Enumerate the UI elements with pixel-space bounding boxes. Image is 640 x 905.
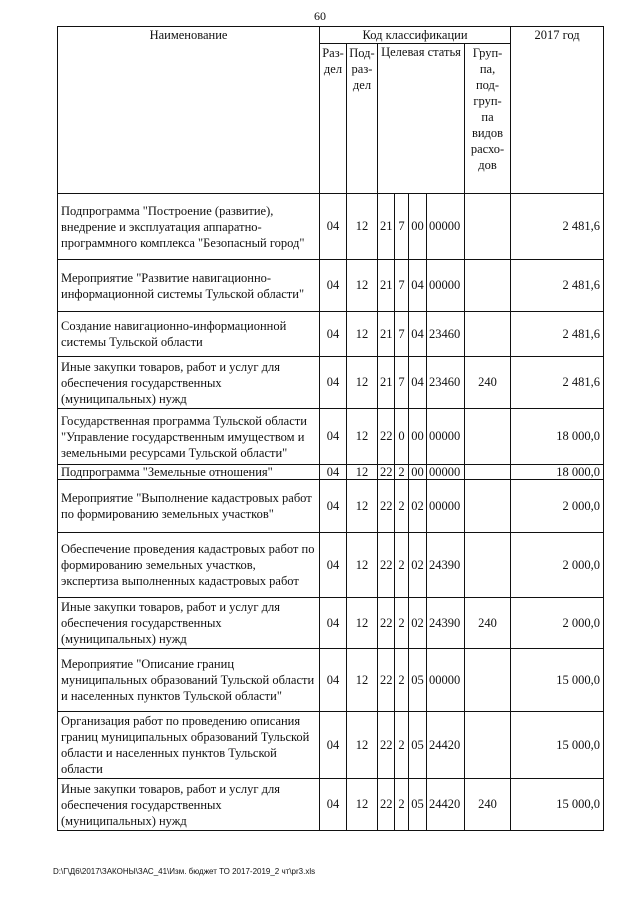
row-target-program: 22 <box>378 712 395 779</box>
table-row <box>58 194 604 260</box>
row-podrazdel: 12 <box>347 260 378 312</box>
row-razdel: 04 <box>320 260 347 312</box>
row-target-event: 00 <box>409 465 427 480</box>
header-target: Целевая статья <box>378 44 465 194</box>
row-target-subprogram: 7 <box>395 260 409 312</box>
table-row <box>58 312 604 357</box>
row-amount: 2 481,6 <box>511 357 604 409</box>
row-target-event: 04 <box>409 357 427 409</box>
row-razdel: 04 <box>320 480 347 533</box>
row-target-subprogram: 2 <box>395 465 409 480</box>
row-group <box>465 260 511 312</box>
table-row <box>58 480 604 533</box>
table-row <box>58 779 604 831</box>
row-target-subprogram: 0 <box>395 409 409 465</box>
row-target-direction: 00000 <box>427 465 465 480</box>
row-target-program: 22 <box>378 480 395 533</box>
row-group <box>465 409 511 465</box>
row-target-direction: 24420 <box>427 779 465 831</box>
row-target-event: 02 <box>409 598 427 649</box>
table-row <box>58 357 604 409</box>
row-name: Подпрограмма "Построение (развитие), внедрение и эксплуатация аппаратно-программного комплекса "Безопасный город" <box>58 194 320 260</box>
row-target-program: 22 <box>378 465 395 480</box>
row-target-direction: 23460 <box>427 357 465 409</box>
row-group <box>465 712 511 779</box>
row-name: Иные закупки товаров, работ и услуг для обеспечения государственных (муниципальных) нужд <box>58 598 320 649</box>
row-target-program: 21 <box>378 312 395 357</box>
row-target-event: 04 <box>409 260 427 312</box>
row-podrazdel: 12 <box>347 649 378 712</box>
header-razdel: Раз- дел <box>320 44 347 194</box>
table-row <box>58 712 604 779</box>
header-name: Наименование <box>58 27 320 194</box>
row-razdel: 04 <box>320 357 347 409</box>
row-name: Мероприятие "Развитие навигационно-информационной системы Тульской области" <box>58 260 320 312</box>
row-target-event: 02 <box>409 480 427 533</box>
row-target-direction: 24390 <box>427 598 465 649</box>
table-body <box>58 194 604 831</box>
row-amount: 18 000,0 <box>511 465 604 480</box>
header-row-1 <box>58 27 604 44</box>
budget-table <box>57 26 604 831</box>
table-row <box>58 598 604 649</box>
table-row <box>58 649 604 712</box>
row-name: Подпрограмма "Земельные отношения" <box>58 465 320 480</box>
row-target-program: 22 <box>378 409 395 465</box>
row-target-event: 00 <box>409 409 427 465</box>
row-name: Иные закупки товаров, работ и услуг для обеспечения государственных (муниципальных) нужд <box>58 779 320 831</box>
row-amount: 15 000,0 <box>511 779 604 831</box>
row-razdel: 04 <box>320 312 347 357</box>
row-target-program: 22 <box>378 779 395 831</box>
row-target-direction: 23460 <box>427 312 465 357</box>
row-razdel: 04 <box>320 712 347 779</box>
row-razdel: 04 <box>320 649 347 712</box>
row-target-direction: 00000 <box>427 480 465 533</box>
row-target-subprogram: 7 <box>395 312 409 357</box>
row-target-program: 22 <box>378 533 395 598</box>
row-podrazdel: 12 <box>347 712 378 779</box>
row-razdel: 04 <box>320 779 347 831</box>
row-target-direction: 00000 <box>427 409 465 465</box>
table-row <box>58 409 604 465</box>
row-target-event: 05 <box>409 779 427 831</box>
row-razdel: 04 <box>320 533 347 598</box>
row-target-program: 22 <box>378 598 395 649</box>
row-group <box>465 194 511 260</box>
row-target-direction: 24390 <box>427 533 465 598</box>
row-razdel: 04 <box>320 465 347 480</box>
table-row <box>58 260 604 312</box>
file-path-footer: D:\Г\Д6\2017\ЗАКОНЫ\ЗАС_41\Изм. бюджет ТО 2017-2019_2 чт\pr3.xls <box>53 867 316 876</box>
row-podrazdel: 12 <box>347 357 378 409</box>
row-razdel: 04 <box>320 409 347 465</box>
row-target-program: 21 <box>378 357 395 409</box>
row-amount: 2 000,0 <box>511 533 604 598</box>
row-name: Мероприятие "Выполнение кадастровых работ по формированию земельных участков" <box>58 480 320 533</box>
header-year: 2017 год <box>511 27 604 194</box>
row-target-direction: 00000 <box>427 194 465 260</box>
row-podrazdel: 12 <box>347 465 378 480</box>
row-group: 240 <box>465 779 511 831</box>
row-name: Организация работ по проведению описания границ муниципальных образований Тульской области и населенных пунктов Тульской области <box>58 712 320 779</box>
row-podrazdel: 12 <box>347 194 378 260</box>
row-target-subprogram: 2 <box>395 480 409 533</box>
header-podrazdel: Под- раз- дел <box>347 44 378 194</box>
row-amount: 2 481,6 <box>511 312 604 357</box>
row-target-direction: 00000 <box>427 260 465 312</box>
row-group <box>465 533 511 598</box>
row-target-subprogram: 7 <box>395 194 409 260</box>
row-amount: 2 000,0 <box>511 480 604 533</box>
row-podrazdel: 12 <box>347 480 378 533</box>
row-target-subprogram: 2 <box>395 533 409 598</box>
row-target-event: 02 <box>409 533 427 598</box>
header-group: Груп- па, под- груп- па видов расхо- дов <box>465 44 511 194</box>
row-target-event: 04 <box>409 312 427 357</box>
row-target-event: 00 <box>409 194 427 260</box>
row-podrazdel: 12 <box>347 409 378 465</box>
row-group <box>465 649 511 712</box>
row-amount: 2 000,0 <box>511 598 604 649</box>
row-razdel: 04 <box>320 194 347 260</box>
row-amount: 2 481,6 <box>511 194 604 260</box>
row-amount: 18 000,0 <box>511 409 604 465</box>
row-group: 240 <box>465 598 511 649</box>
table-row <box>58 465 604 480</box>
row-group <box>465 312 511 357</box>
row-name: Создание навигационно-информационной системы Тульской области <box>58 312 320 357</box>
row-target-program: 22 <box>378 649 395 712</box>
row-target-direction: 24420 <box>427 712 465 779</box>
row-target-subprogram: 2 <box>395 649 409 712</box>
row-amount: 15 000,0 <box>511 649 604 712</box>
row-target-subprogram: 7 <box>395 357 409 409</box>
table-row <box>58 533 604 598</box>
row-target-direction: 00000 <box>427 649 465 712</box>
row-name: Государственная программа Тульской области "Управление государственным имуществом и земельными ресурсами Тульской области" <box>58 409 320 465</box>
row-podrazdel: 12 <box>347 779 378 831</box>
row-target-subprogram: 2 <box>395 779 409 831</box>
page-number: 60 <box>314 9 326 23</box>
header-code: Код классификации <box>320 27 511 44</box>
row-name: Иные закупки товаров, работ и услуг для обеспечения государственных (муниципальных) нужд <box>58 357 320 409</box>
row-podrazdel: 12 <box>347 533 378 598</box>
row-target-event: 05 <box>409 712 427 779</box>
row-group <box>465 465 511 480</box>
row-razdel: 04 <box>320 598 347 649</box>
row-podrazdel: 12 <box>347 312 378 357</box>
row-target-program: 21 <box>378 194 395 260</box>
row-name: Обеспечение проведения кадастровых работ по формированию земельных участков, экспертиза выполненных кадастровых работ <box>58 533 320 598</box>
row-target-subprogram: 2 <box>395 598 409 649</box>
row-target-program: 21 <box>378 260 395 312</box>
row-target-event: 05 <box>409 649 427 712</box>
row-group <box>465 480 511 533</box>
row-amount: 15 000,0 <box>511 712 604 779</box>
row-target-subprogram: 2 <box>395 712 409 779</box>
row-amount: 2 481,6 <box>511 260 604 312</box>
row-podrazdel: 12 <box>347 598 378 649</box>
row-name: Мероприятие "Описание границ муниципальных образований Тульской области и населенных пунктов Тульской области" <box>58 649 320 712</box>
row-group: 240 <box>465 357 511 409</box>
